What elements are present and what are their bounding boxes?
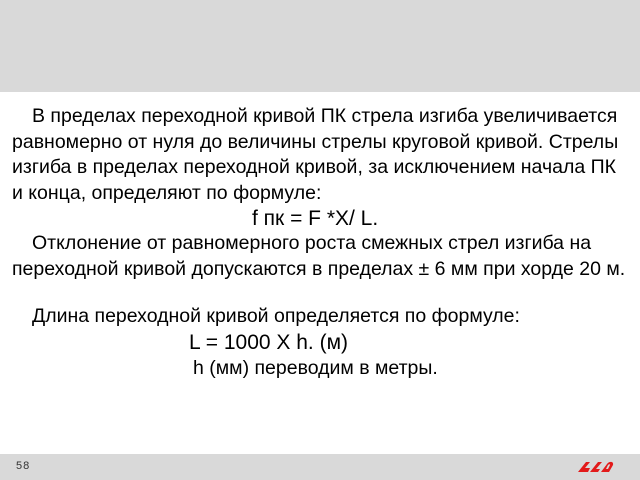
footer-band [0, 454, 640, 480]
slide-number: 58 [16, 460, 31, 472]
paragraph-tolerance: Отклонение от равномерного роста смежных стрел изгиба на переходной кривой допускаются в пределах ± 6 мм при хорде 20 м. [12, 232, 626, 280]
header-band [0, 0, 640, 92]
paragraph-deflection: В пределах переходной кривой ПК стрела изгиба увеличивается равномерно от нуля до величины стрелы круговой кривой. Стрелы изгиба в пределах переходной кривой, за исключением начала ПК и конца, определяют по формуле: [12, 105, 619, 204]
formula-length: L = 1000 X h. (м) [189, 330, 348, 354]
rzd-logo-icon [576, 458, 616, 476]
unit-note: h (мм) переводим в метры. [193, 356, 438, 379]
spacer [12, 282, 632, 304]
paragraph-length: Длина переходной кривой определяется по формуле: [32, 305, 520, 327]
formula-deflection: f пк = F *X/ L. [252, 207, 379, 230]
slide-body [12, 104, 632, 381]
